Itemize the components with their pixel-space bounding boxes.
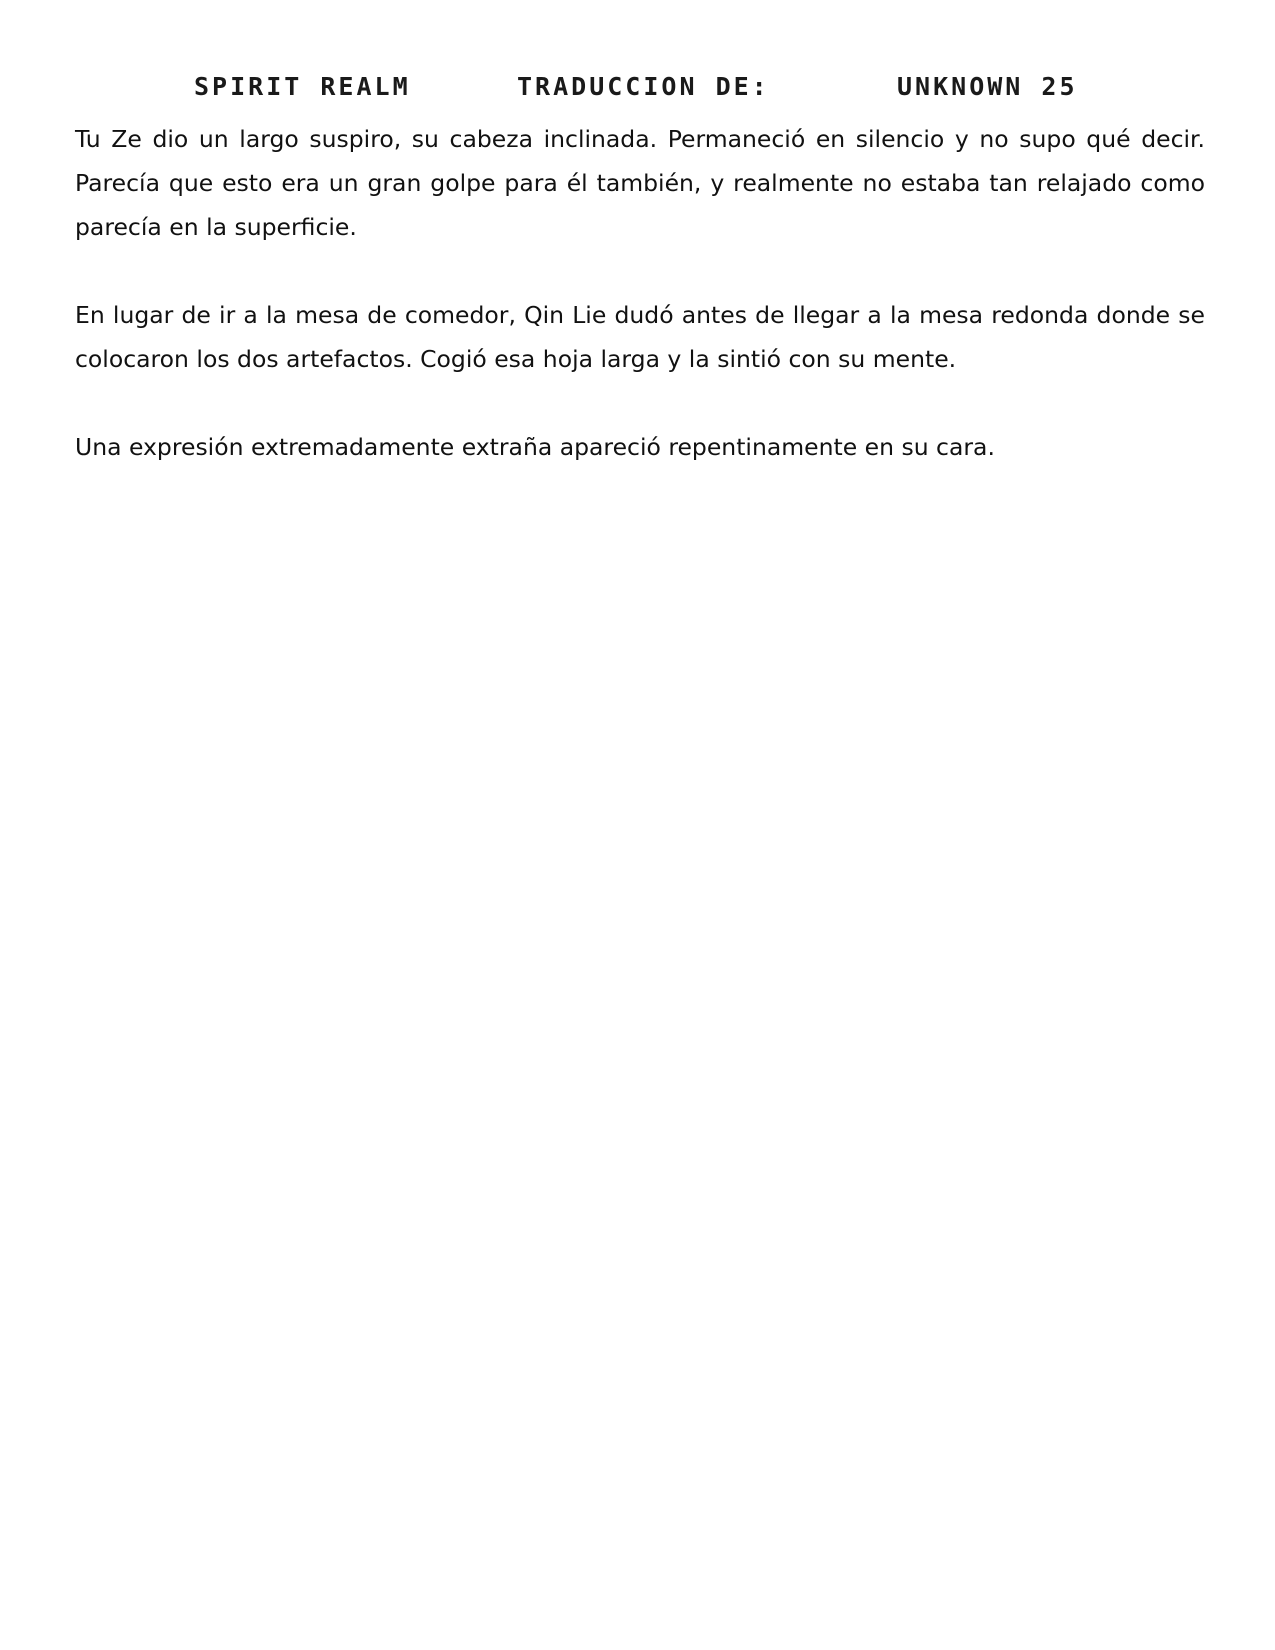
paragraph: Una expresión extremadamente extraña apareció repentinamente en su cara. (75, 433, 995, 461)
paragraph: En lugar de ir a la mesa de comedor, Qin Lie dudó antes de llegar a la mesa redonda donde se colocaron los dos artefactos. Cogió esa hoja larga y la sintió con su mente. (75, 301, 1205, 373)
document-body (75, 117, 1205, 513)
header-title: SPIRIT REALM (194, 72, 411, 101)
header-translation-label: TRADUCCION DE: (517, 72, 770, 101)
header-translator: UNKNOWN 25 (897, 72, 1078, 101)
page-header (0, 72, 1275, 112)
paragraph: Tu Ze dio un largo suspiro, su cabeza inclinada. Permaneció en silencio y no supo qué decir. Parecía que esto era un gran golpe para él también, y realmente no estaba tan relajado como parecía en la superficie. (75, 125, 1205, 241)
